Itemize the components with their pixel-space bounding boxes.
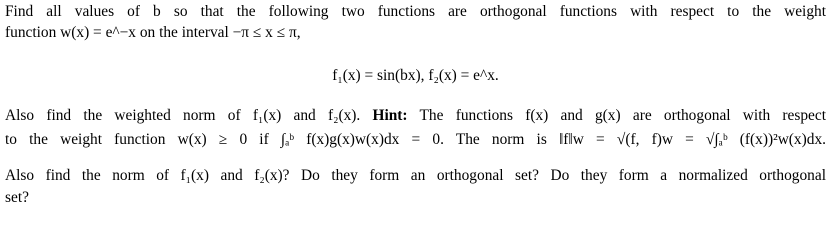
problem-line-4 [5, 106, 826, 126]
problem-line-1: Find all values of b so that the following two functions are orthogonal functions with respect to the weight [5, 3, 826, 20]
hint-label: Hint: [372, 107, 408, 124]
problem-line-6: Also find the norm of f₁(x) and f₂(x)? Do they form an orthogonal set? Do they form a normalized orthogonal [5, 167, 826, 184]
line4-hint-text: The functions f(x) and g(x) are orthogonal with respect [407, 107, 826, 124]
problem-line-5: to the weight function w(x) ≥ 0 if ∫ₐᵇ f(x)g(x)w(x)dx = 0. The norm is ‖f‖w = √(f, f)w = √∫ₐᵇ (f(x))²w(x)dx. [5, 131, 826, 148]
line4-text: Also find the weighted norm of f₁(x) and f₂(x). [5, 107, 373, 124]
function-definitions-equation: f₁(x) = sin(bx), f₂(x) = e^x. [332, 67, 499, 84]
problem-line-7: set? [5, 189, 29, 206]
problem-line-2: function w(x) = e^−x on the interval −π ≤ x ≤ π, [5, 24, 301, 41]
